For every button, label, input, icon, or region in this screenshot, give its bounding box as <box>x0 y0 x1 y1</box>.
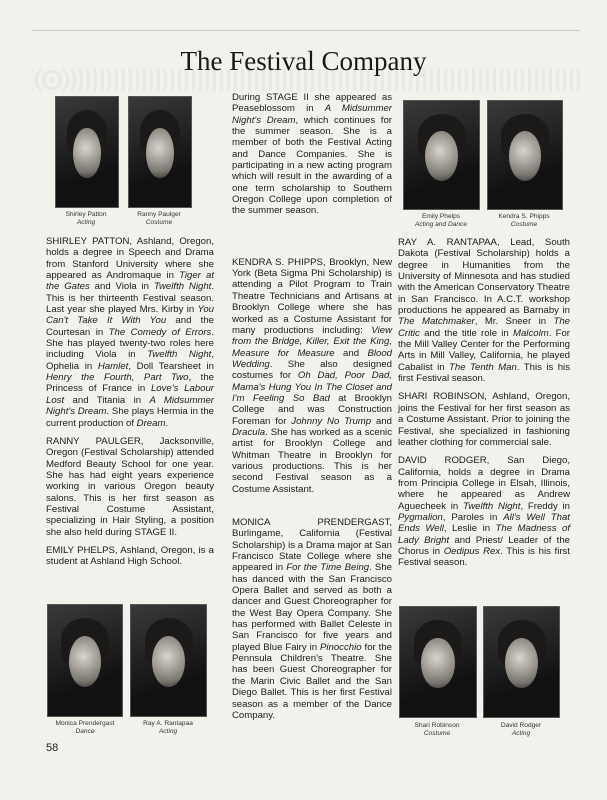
bio-text: at Brooklyn College and was Construction Foreman for <box>232 392 392 427</box>
caption-role: Acting <box>511 730 531 737</box>
work-title: All's Well That Ends Well <box>398 511 570 535</box>
portrait-photo <box>403 100 480 210</box>
page-number: 58 <box>46 742 59 754</box>
bio-text: . She has played twenty-two roles here including Viola in <box>46 326 214 361</box>
work-title: Twelfth Night <box>153 281 212 293</box>
bio-text: . This is his first Festival season. <box>398 545 570 569</box>
work-title: Dream <box>136 417 166 429</box>
caption-role: Dance <box>75 728 95 735</box>
bio-text: and <box>371 415 392 427</box>
work-title: The Comedy of Errors <box>108 326 212 338</box>
bio-text: , which continues for the summer season. She is a member of both the Festival Acting and Dance Companies. She is participating in a new acting program which will result in the awarding of a one term scholarship to Southern Oregon College upon completion of the summer season. <box>232 114 392 217</box>
caption-name: Monica Prendergast <box>55 720 115 727</box>
bio-text: , Mr. Sneer in <box>474 316 554 328</box>
bio-text: DAVID RODGER, San Diego, California, holds a degree in Drama from Principia College in Elsah, Illinois, where he appeared as Andrew Aguecheek in <box>398 455 570 512</box>
work-title: Twelfth Night <box>147 349 212 361</box>
bio-paragraph <box>232 517 392 721</box>
caption-name: Shari Robinson <box>414 722 460 729</box>
bio-text: KENDRA S. PHIPPS, Brooklyn, New York (Beta Sigma Phi Scholarship) is attending a Pilot Program to Train Theatre Technicians and Artisans at Brooklyn College where she has worked as a Costume Assistant for many productions including: <box>232 256 392 336</box>
bio-text: , the Princess of France in <box>46 372 214 395</box>
bio-text: During STAGE II she appeared as Peaseblossom in <box>232 92 392 115</box>
work-title: A Midsummer Night's Dream <box>46 394 214 418</box>
bio-text: and the title role in <box>419 327 513 339</box>
work-title: Hamlet <box>97 360 129 372</box>
bio-text: MONICA PRENDERGAST, Burlingame, California (Festival Scholarship) is a Drama major at San Francisco State College where she appeared in <box>232 517 392 574</box>
portrait-photo <box>47 604 123 717</box>
photo-caption <box>45 211 127 227</box>
bio-paragraph <box>398 391 570 448</box>
photo-caption <box>393 722 481 738</box>
photo-caption <box>124 720 212 736</box>
bio-text: EMILY PHELPS, Ashland, Oregon, is a student at Ashland High School. <box>46 544 214 568</box>
bio-text: . For the Mill Valley Center for the Performing Arts in Mill Valley, California, he played Cabalist in <box>398 327 570 373</box>
bio-text: , Leslie in <box>443 523 496 535</box>
bio-text: RANNY PAULGER, Jacksonville, Oregon (Festival Scholarship) attended Medford Beauty School for one year. She has had eight years experience working in various Oregon beauty salons. This is her first season as Festival Costume Assistant, specializing in Hair Styling, a position she also held during STAGE II. <box>46 435 214 538</box>
work-title: A Midsummer Night's Dream <box>232 103 392 126</box>
work-title: Pygmalion <box>398 511 443 523</box>
bio-text: , Paroles in <box>442 511 504 523</box>
work-title: For the Time Being <box>286 562 370 574</box>
caption-role: Costume <box>145 219 173 226</box>
bio-text: . This is her thirteenth Festival season. Last year she played Mrs. Kirby in <box>46 281 214 316</box>
bio-text: and <box>334 347 368 359</box>
caption-name: Emily Phelps <box>421 213 461 220</box>
bio-text: SHIRLEY PATTON, Ashland, Oregon, holds a degree in Speech and Drama from Stanford University where she appeared as Andromaque in <box>46 236 214 282</box>
bio-paragraph <box>46 236 214 429</box>
work-title: View from the Bridge, Killer, Exit the King, Measure for Measure <box>232 324 392 359</box>
bio-text: and Titania in <box>64 394 150 406</box>
bio-text: . She also designed costumes for <box>232 358 392 382</box>
bio-text: for the Pennsula Children's Theatre. She has been Guest Choreographer for the Marin Civic Ballet and the San Diego Ballet. This is her first Festival season as a member of the Dance Company. <box>232 641 392 721</box>
caption-name: David Rodger <box>500 722 542 729</box>
bio-text: , Freddy in <box>520 500 570 512</box>
bio-text: . <box>165 417 169 429</box>
portrait-photo <box>130 604 207 717</box>
caption-role: Costume <box>510 221 538 228</box>
photo-caption <box>477 722 565 738</box>
bio-text: RAY A. RANTAPAA, Lead, South Dakota (Festival Scholarship) holds a degree in Humanities from the University of Minnesota and has studied with the American Conservatory Theatre in San Francisco. In A.C.T. workshop productions he appeared as Barnaby in <box>398 237 570 317</box>
work-title: Blood Wedding <box>232 347 392 370</box>
photo-caption <box>480 213 568 229</box>
work-title: Love's Labour Lost <box>46 383 214 406</box>
bio-text: . She plays Hermia in the current production of <box>46 406 214 429</box>
photo-caption <box>118 211 200 227</box>
caption-role: Acting <box>158 728 178 735</box>
work-title: Henry the Fourth, Part Two <box>46 372 189 384</box>
work-title: You Can't Take It With You <box>46 304 214 327</box>
bio-text: . She has worked as a scenic artist for Brooklyn College and Whitman Theatre in Brooklyn for various productions. This is her second Festival season as a Costume Assistant. <box>232 426 392 495</box>
caption-name: Ranny Paulger <box>137 211 181 218</box>
bio-paragraph <box>398 455 570 568</box>
work-title: The Critic <box>398 316 570 339</box>
work-title: Twelfth Night <box>463 500 521 512</box>
bio-text: and Priest/ Leader of the Chorus in <box>398 534 571 557</box>
bio-text: , Ophelia in <box>46 349 214 372</box>
bio-paragraph <box>232 92 392 217</box>
work-title: The Madness of Lady Bright <box>398 523 570 546</box>
bio-text: , Doll Tearsheet in <box>128 360 214 372</box>
bio-text: SHARI ROBINSON, Ashland, Oregon, joins the Festival for her first season as a Costume Assistant. Prior to joining the Festival, she specialized in fashioning leather clothing for commercial sale. <box>398 391 570 448</box>
caption-role: Costume <box>423 730 451 737</box>
text-column-right <box>398 237 570 576</box>
portrait-photo <box>128 96 192 208</box>
photo-caption <box>40 720 130 736</box>
portrait-photo <box>55 96 119 208</box>
bio-text: . This is his first Festival season. <box>398 361 570 385</box>
bio-paragraph <box>46 436 214 538</box>
bio-text: and Viola in <box>89 281 154 293</box>
work-title: Oedipus Rex <box>443 545 501 557</box>
bio-text: and the Courtesan in <box>46 315 214 338</box>
portrait-photo <box>399 606 477 718</box>
text-column-left <box>46 236 214 575</box>
work-title: Oh Dad, Poor Dad, Mama's Hung You In The Closet and I'm Feeling So Bad <box>232 370 392 404</box>
bio-paragraph <box>232 257 392 495</box>
caption-name: Shirley Patton <box>65 211 107 218</box>
work-title: Malcolm <box>512 327 549 339</box>
bio-text: . She has danced with the San Francisco Opera Ballet and served as both a dancer and Guest Choreographer for the West Bay Opera Company. She has performed with Ballet Celeste in San Francisco for five years and played Blue Fairy in <box>232 562 393 653</box>
photo-caption <box>395 213 487 229</box>
bio-paragraph <box>46 545 214 568</box>
caption-name: Kendra S. Phipps <box>498 213 550 220</box>
text-column-middle <box>232 92 392 728</box>
work-title: Dracula <box>232 426 266 438</box>
caption-role: Acting and Dance <box>414 221 468 228</box>
work-title: The Tenth Man <box>449 361 517 373</box>
work-title: Tiger at the Gates <box>46 270 214 293</box>
caption-name: Ray A. Rantapaa <box>143 720 193 727</box>
bio-paragraph <box>398 237 570 384</box>
portrait-photo <box>483 606 560 718</box>
work-title: Pinocchio <box>319 641 362 653</box>
work-title: Johnny No Trump <box>291 415 372 427</box>
portrait-photo <box>487 100 563 210</box>
work-title: The Matchmaker <box>398 316 475 328</box>
caption-role: Acting <box>76 219 96 226</box>
page-title: The Festival Company <box>180 46 427 76</box>
